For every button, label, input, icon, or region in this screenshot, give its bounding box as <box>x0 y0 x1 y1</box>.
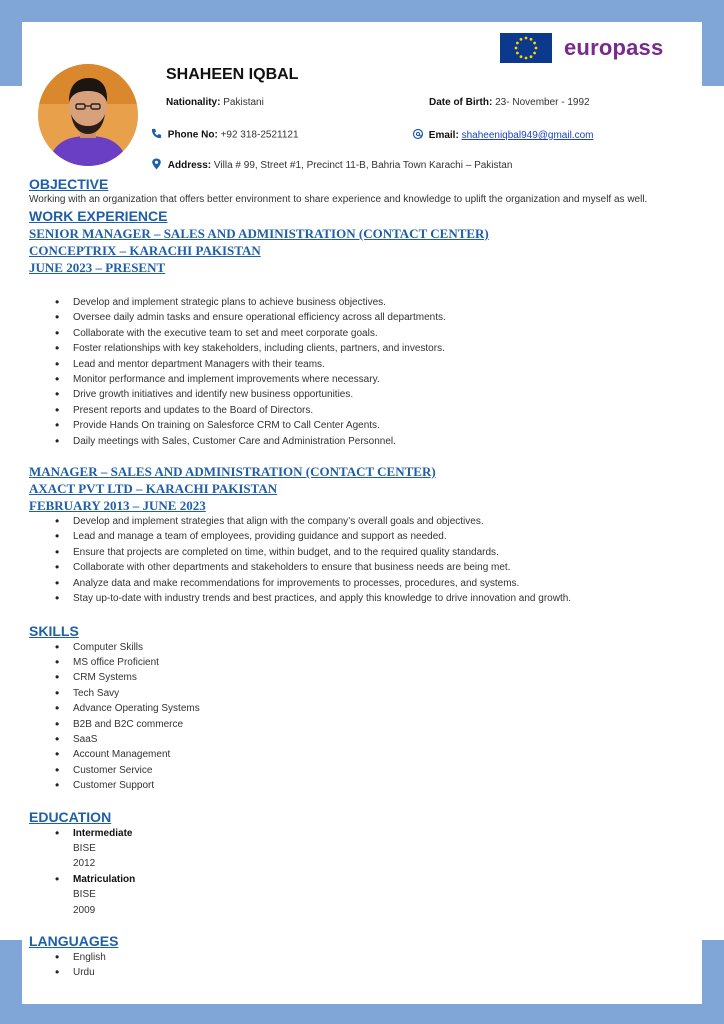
list-item: • Customer Service <box>55 763 694 778</box>
email-field <box>412 128 593 143</box>
resume-page <box>22 22 702 1004</box>
list-item: • Collaborate with the executive team to set and meet corporate goals. <box>55 326 694 341</box>
europass-logo-text: europass <box>564 35 664 60</box>
page-frame-top <box>0 0 724 22</box>
list-item: • Urdu <box>55 965 694 980</box>
page-frame-top-left <box>0 0 22 86</box>
list-item: • Lead and manage a team of employees, providing guidance and support as needed. <box>55 529 694 544</box>
list-item <box>55 826 694 872</box>
list-item: • Ensure that projects are completed on time, within budget, and to the required quality standards. <box>55 545 694 560</box>
objective-heading: OBJECTIVE <box>29 176 109 192</box>
education-heading: EDUCATION <box>29 808 112 825</box>
address-field <box>151 158 512 173</box>
skills-list <box>29 640 694 794</box>
list-item: • Tech Savy <box>55 686 694 701</box>
education-title: Intermediate <box>73 827 133 839</box>
nationality-label: Nationality: <box>166 97 221 108</box>
education-board: BISE <box>73 842 96 854</box>
list-item: • Collaborate with other departments and stakeholders to ensure that business needs are being met. <box>55 560 694 575</box>
list-item: • Develop and implement strategies that align with the company’s overall goals and objectives. <box>55 514 694 529</box>
dob-value: 23- November - 1992 <box>495 97 590 108</box>
list-item: • Analyze data and make recommendations for improvements to processes, procedures, and systems. <box>55 576 694 591</box>
candidate-name: SHAHEEN IQBAL <box>166 66 299 83</box>
list-item: • MS office Proficient <box>55 655 694 670</box>
phone-label: Phone No: <box>167 129 218 141</box>
job-company: CONCEPTRIX – KARACHI PAKISTAN <box>29 243 261 258</box>
email-link[interactable]: shaheeniqbal949@gmail.com <box>461 130 594 142</box>
list-item: • Stay up-to-date with industry trends and best practices, and apply this knowledge to drive innovation and growth. <box>55 591 694 606</box>
eu-flag-icon <box>500 33 552 63</box>
list-item: • Foster relationships with key stakeholders, including clients, partners, and investors. <box>55 341 694 356</box>
job-entry <box>29 225 694 449</box>
education-year: 2012 <box>73 858 96 870</box>
email-icon <box>412 128 424 143</box>
education-year: 2009 <box>73 904 96 916</box>
list-item: • CRM Systems <box>55 670 694 685</box>
objective-text: Working with an organization that offers better environment to share experience and knowledge to uplift the organization and myself as well. <box>29 194 648 205</box>
page-frame-top-right <box>702 0 724 86</box>
page-frame-bottom-left <box>0 940 22 1024</box>
list-item: • Lead and mentor department Managers with their teams. <box>55 357 694 372</box>
page-frame-bottom <box>0 1004 724 1024</box>
job-duties-list <box>29 514 694 606</box>
job-period: JUNE 2023 – PRESENT <box>29 260 166 275</box>
list-item: • Drive growth initiatives and identify new business opportunities. <box>55 387 694 402</box>
job-period: FEBRUARY 2013 – JUNE 2023 <box>29 498 206 514</box>
list-item: • Customer Support <box>55 778 694 793</box>
location-pin-icon <box>151 158 163 173</box>
job-title: MANAGER – SALES AND ADMINISTRATION (CONTACT CENTER) <box>29 464 436 480</box>
dob-label: Date of Birth: <box>429 97 493 108</box>
list-item: • Advance Operating Systems <box>55 701 694 716</box>
languages-list <box>29 950 694 981</box>
skills-heading: SKILLS <box>29 622 79 639</box>
job-duties-list <box>29 295 694 449</box>
address-value: Villa # 99, Street #1, Precinct 11-B, Bahria Town Karachi – Pakistan <box>213 160 513 172</box>
list-item: • Computer Skills <box>55 640 694 655</box>
phone-icon <box>151 128 163 142</box>
page-frame-bottom-right <box>702 940 724 1024</box>
nationality-value: Pakistani <box>223 97 264 108</box>
address-label: Address: <box>167 160 212 172</box>
list-item: • Present reports and updates to the Board of Directors. <box>55 403 694 418</box>
languages-heading: LANGUAGES <box>29 933 119 949</box>
list-item: • B2B and B2C commerce <box>55 717 694 732</box>
list-item: • Monitor performance and implement improvements where necessary. <box>55 372 694 387</box>
education-list <box>29 826 694 918</box>
list-item <box>55 872 694 918</box>
phone-field <box>151 128 299 142</box>
phone-value: +92 318-2521121 <box>220 129 299 141</box>
job-title: SENIOR MANAGER – SALES AND ADMINISTRATION (CONTACT CENTER) <box>29 226 489 241</box>
list-item: • SaaS <box>55 732 694 747</box>
dob-field <box>429 97 590 108</box>
nationality-field <box>166 97 264 108</box>
job-company: AXACT PVT LTD – KARACHI PAKISTAN <box>29 481 278 497</box>
profile-photo <box>38 64 138 166</box>
list-item: • Oversee daily admin tasks and ensure operational efficiency across all departments. <box>55 310 694 325</box>
list-item: • Account Management <box>55 747 694 762</box>
email-label: Email: <box>428 130 459 142</box>
resume-content <box>29 176 694 981</box>
education-title: Matriculation <box>73 873 136 885</box>
list-item: • Develop and implement strategic plans to achieve business objectives. <box>55 295 694 310</box>
job-entry <box>29 463 694 606</box>
list-item: • Provide Hands On training on Salesforce CRM to Call Center Agents. <box>55 418 694 433</box>
list-item: • Daily meetings with Sales, Customer Care and Administration Personnel. <box>55 434 694 449</box>
europass-logo <box>500 32 663 64</box>
work-experience-heading: WORK EXPERIENCE <box>29 208 168 224</box>
list-item: • English <box>55 950 694 965</box>
education-board: BISE <box>73 889 96 901</box>
